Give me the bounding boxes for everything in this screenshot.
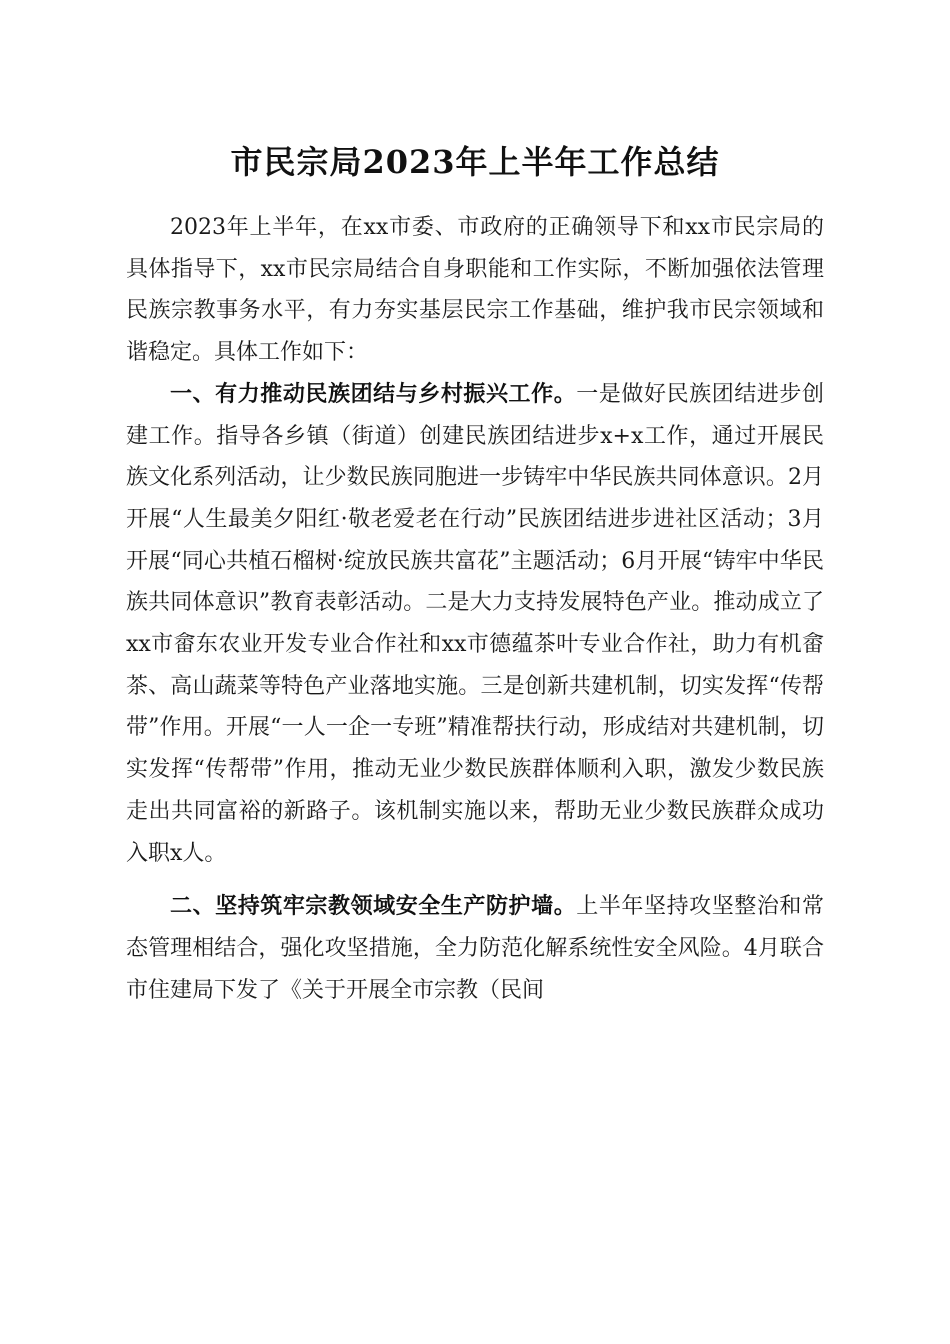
section-1-text: 一是做好民族团结进步创建工作。指导各乡镇（街道）创建民族团结进步x+x工作，通过开展民族文化系列活动，让少数民族同胞进一步铸牢中华民族共同体意识。2月开展“人生最美夕阳红·敬老爱老在行动”民族团结进步进社区活动；3月开展“同心共植石榴树·绽放民族共富花”主题活动；6月开展“铸牢中华民族共同体意识”教育表彰活动。二是大力支持发展特色产业。推动成立了xx市畲东农业开发专业合作社和xx市德蕴茶叶专业合作社，助力有机畲茶、高山蔬菜等特色产业落地实施。三是创新共建机制，切实发挥“传帮带”作用。开展“一人一企一专班”精准帮扶行动，形成结对共建机制，切实发挥“传帮带”作用，推动无业少数民族群体顺利入职，激发少数民族走出共同富裕的新路子。该机制实施以来，帮助无业少数民族群众成功入职x人。 (126, 381, 824, 866)
section-2-heading: 二、坚持筑牢宗教领域安全生产防护墙。 (170, 894, 577, 920)
intro-paragraph: 2023年上半年，在xx市委、市政府的正确领导下和xx市民宗局的具体指导下，xx市民宗局结合自身职能和工作实际，不断加强依法管理民族宗教事务水平，有力夯实基层民宗工作基础，维护我市民宗领域和谐稳定。具体工作如下： (126, 215, 824, 366)
section-1-paragraph (126, 374, 824, 874)
document-title: 市民宗局2023年上半年工作总结 (230, 143, 720, 181)
section-2-text: 上半年坚持攻坚整治和常态管理相结合，强化攻坚措施，全力防范化解系统性安全风险。4月联合市住建局下发了《关于开展全市宗教（民间 (126, 894, 824, 1003)
section-2-paragraph (126, 886, 824, 1011)
section-1-heading: 一、有力推动民族团结与乡村振兴工作。 (170, 381, 577, 407)
document-body (126, 207, 824, 1011)
